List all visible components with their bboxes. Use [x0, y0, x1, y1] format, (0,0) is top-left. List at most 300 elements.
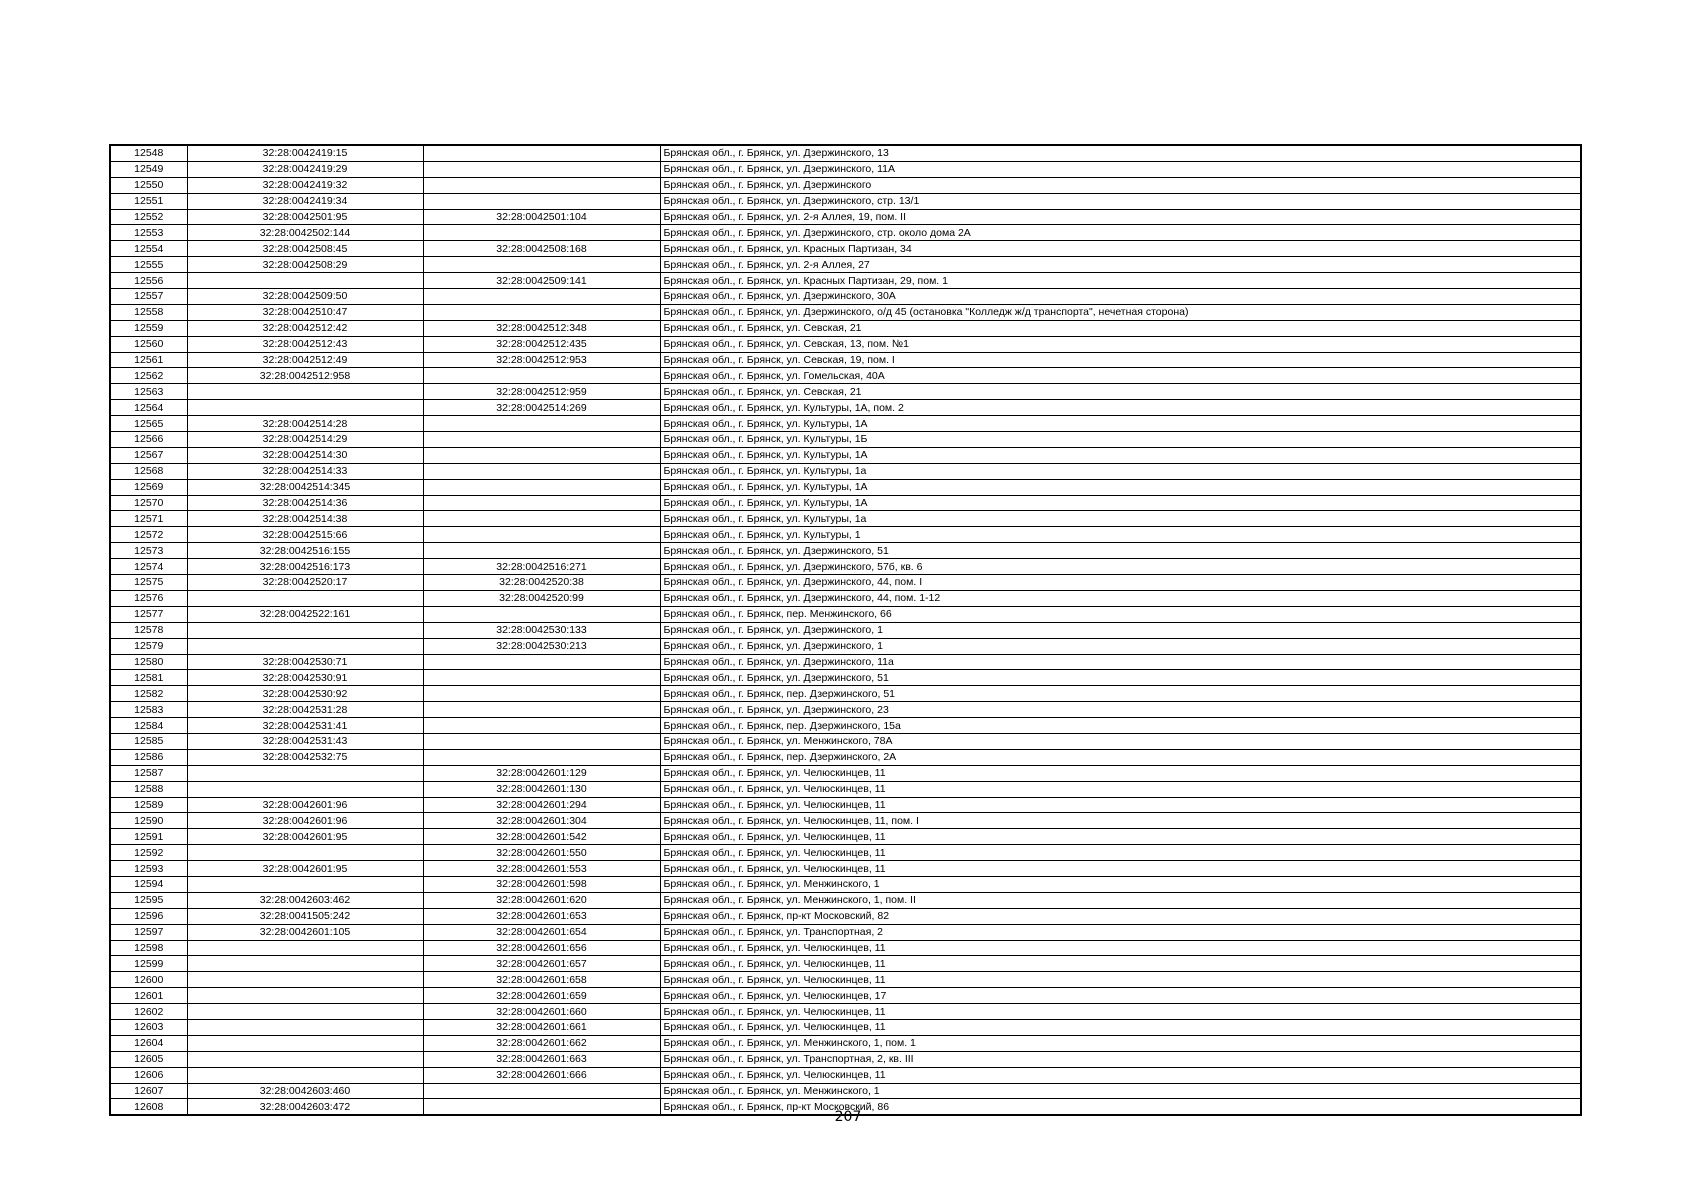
row-number-cell: 12601 — [110, 988, 187, 1004]
cadastral-number-cell — [187, 384, 423, 400]
premises-cadastral-number-cell: 32:28:0042601:657 — [423, 956, 660, 972]
cadastral-number-cell — [187, 1019, 423, 1035]
premises-cadastral-number-cell — [423, 718, 660, 734]
row-number-cell: 12593 — [110, 861, 187, 877]
cadastral-number-cell: 32:28:0042512:42 — [187, 320, 423, 336]
address-cell: Брянская обл., г. Брянск, ул. Челюскинцев, 11 — [660, 861, 1581, 877]
premises-cadastral-number-cell — [423, 495, 660, 511]
table-row — [110, 956, 1581, 972]
address-cell: Брянская обл., г. Брянск, ул. Челюскинцев, 17 — [660, 988, 1581, 1004]
premises-cadastral-number-cell — [423, 193, 660, 209]
table-row — [110, 590, 1581, 606]
premises-cadastral-number-cell: 32:28:0042520:99 — [423, 590, 660, 606]
premises-cadastral-number-cell: 32:28:0042601:129 — [423, 765, 660, 781]
row-number-cell: 12549 — [110, 161, 187, 177]
address-cell: Брянская обл., г. Брянск, ул. Дзержинского, 51 — [660, 670, 1581, 686]
table-row — [110, 988, 1581, 1004]
row-number-cell: 12602 — [110, 1004, 187, 1020]
premises-cadastral-number-cell — [423, 1083, 660, 1099]
premises-cadastral-number-cell — [423, 733, 660, 749]
table-row — [110, 670, 1581, 686]
address-cell: Брянская обл., г. Брянск, ул. Культуры, 1 — [660, 527, 1581, 543]
premises-cadastral-number-cell — [423, 225, 660, 241]
row-number-cell: 12556 — [110, 273, 187, 289]
address-cell: Брянская обл., г. Брянск, ул. Севская, 13, пом. №1 — [660, 336, 1581, 352]
premises-cadastral-number-cell: 32:28:0042601:660 — [423, 1004, 660, 1020]
table-row — [110, 829, 1581, 845]
row-number-cell: 12577 — [110, 606, 187, 622]
page-number: 207 — [834, 1109, 862, 1125]
address-cell: Брянская обл., г. Брянск, ул. Дзержинского, 44, пом. I — [660, 575, 1581, 591]
cadastral-number-cell: 32:28:0042508:45 — [187, 241, 423, 257]
row-number-cell: 12557 — [110, 289, 187, 305]
premises-cadastral-number-cell: 32:28:0042601:598 — [423, 876, 660, 892]
cadastral-number-cell — [187, 781, 423, 797]
cadastral-number-cell: 32:28:0042603:472 — [187, 1099, 423, 1115]
row-number-cell: 12564 — [110, 400, 187, 416]
cadastral-number-cell: 32:28:0042512:43 — [187, 336, 423, 352]
row-number-cell: 12569 — [110, 479, 187, 495]
table-row — [110, 543, 1581, 559]
table-row — [110, 924, 1581, 940]
cadastral-number-cell: 32:28:0042419:15 — [187, 145, 423, 161]
address-cell: Брянская обл., г. Брянск, ул. Челюскинцев, 11 — [660, 797, 1581, 813]
table-row — [110, 1067, 1581, 1083]
premises-cadastral-number-cell: 32:28:0042601:663 — [423, 1051, 660, 1067]
premises-cadastral-number-cell: 32:28:0042601:662 — [423, 1035, 660, 1051]
address-cell: Брянская обл., г. Брянск, ул. 2-я Аллея, 27 — [660, 257, 1581, 273]
cadastral-number-cell: 32:28:0042515:66 — [187, 527, 423, 543]
premises-cadastral-number-cell: 32:28:0042601:304 — [423, 813, 660, 829]
cadastral-number-cell — [187, 1035, 423, 1051]
cadastral-number-cell: 32:28:0042502:144 — [187, 225, 423, 241]
premises-cadastral-number-cell — [423, 432, 660, 448]
address-cell: Брянская обл., г. Брянск, ул. Дзержинского, 51 — [660, 543, 1581, 559]
table-row — [110, 702, 1581, 718]
address-cell: Брянская обл., г. Брянск, ул. Менжинского, 1, пом. II — [660, 892, 1581, 908]
address-cell: Брянская обл., г. Брянск, ул. Севская, 21 — [660, 320, 1581, 336]
row-number-cell: 12603 — [110, 1019, 187, 1035]
address-cell: Брянская обл., г. Брянск, ул. Культуры, 1А — [660, 479, 1581, 495]
premises-cadastral-number-cell — [423, 145, 660, 161]
cadastral-number-cell: 32:28:0042512:49 — [187, 352, 423, 368]
premises-cadastral-number-cell: 32:28:0042601:553 — [423, 861, 660, 877]
table-row — [110, 352, 1581, 368]
address-cell: Брянская обл., г. Брянск, ул. Челюскинцев, 11 — [660, 940, 1581, 956]
row-number-cell: 12591 — [110, 829, 187, 845]
table-row — [110, 892, 1581, 908]
table-row — [110, 416, 1581, 432]
table-row — [110, 320, 1581, 336]
premises-cadastral-number-cell — [423, 368, 660, 384]
row-number-cell: 12566 — [110, 432, 187, 448]
premises-cadastral-number-cell: 32:28:0042601:550 — [423, 845, 660, 861]
cadastral-number-cell: 32:28:0041505:242 — [187, 908, 423, 924]
cadastral-number-cell: 32:28:0042514:33 — [187, 463, 423, 479]
table-row — [110, 336, 1581, 352]
table-row — [110, 495, 1581, 511]
row-number-cell: 12563 — [110, 384, 187, 400]
premises-cadastral-number-cell — [423, 289, 660, 305]
row-number-cell: 12599 — [110, 956, 187, 972]
row-number-cell: 12604 — [110, 1035, 187, 1051]
premises-cadastral-number-cell: 32:28:0042520:38 — [423, 575, 660, 591]
cadastral-number-cell: 32:28:0042516:173 — [187, 559, 423, 575]
cadastral-number-cell — [187, 638, 423, 654]
row-number-cell: 12575 — [110, 575, 187, 591]
cadastral-number-cell: 32:28:0042520:17 — [187, 575, 423, 591]
premises-cadastral-number-cell: 32:28:0042601:666 — [423, 1067, 660, 1083]
premises-cadastral-number-cell: 32:28:0042530:133 — [423, 622, 660, 638]
premises-cadastral-number-cell: 32:28:0042512:348 — [423, 320, 660, 336]
table-row — [110, 1004, 1581, 1020]
cadastral-number-cell: 32:28:0042530:71 — [187, 654, 423, 670]
table-row — [110, 384, 1581, 400]
cadastral-number-cell: 32:28:0042601:96 — [187, 813, 423, 829]
table-row — [110, 686, 1581, 702]
table-row — [110, 861, 1581, 877]
address-cell: Брянская обл., г. Брянск, ул. Культуры, 1А — [660, 416, 1581, 432]
premises-cadastral-number-cell — [423, 686, 660, 702]
table-row — [110, 193, 1581, 209]
address-cell: Брянская обл., г. Брянск, ул. Гомельская, 40А — [660, 368, 1581, 384]
row-number-cell: 12560 — [110, 336, 187, 352]
cadastral-number-cell: 32:28:0042514:28 — [187, 416, 423, 432]
address-cell: Брянская обл., г. Брянск, ул. Культуры, 1а — [660, 511, 1581, 527]
address-cell: Брянская обл., г. Брянск, ул. Менжинского, 78А — [660, 733, 1581, 749]
row-number-cell: 12608 — [110, 1099, 187, 1115]
cadastral-number-cell: 32:28:0042601:96 — [187, 797, 423, 813]
row-number-cell: 12561 — [110, 352, 187, 368]
address-cell: Брянская обл., г. Брянск, ул. Севская, 19, пом. I — [660, 352, 1581, 368]
address-cell: Брянская обл., г. Брянск, ул. Дзержинского, стр. 13/1 — [660, 193, 1581, 209]
row-number-cell: 12580 — [110, 654, 187, 670]
cadastral-number-cell: 32:28:0042514:36 — [187, 495, 423, 511]
address-cell: Брянская обл., г. Брянск, ул. Культуры, 1А — [660, 447, 1581, 463]
premises-cadastral-number-cell: 32:28:0042509:141 — [423, 273, 660, 289]
cadastral-number-cell: 32:28:0042509:50 — [187, 289, 423, 305]
address-cell: Брянская обл., г. Брянск, ул. Дзержинского, 11А — [660, 161, 1581, 177]
address-cell: Брянская обл., г. Брянск, ул. Севская, 21 — [660, 384, 1581, 400]
table-row — [110, 145, 1581, 161]
table-row — [110, 511, 1581, 527]
premises-cadastral-number-cell — [423, 654, 660, 670]
row-number-cell: 12581 — [110, 670, 187, 686]
premises-cadastral-number-cell: 32:28:0042601:659 — [423, 988, 660, 1004]
cadastral-number-cell: 32:28:0042419:34 — [187, 193, 423, 209]
row-number-cell: 12565 — [110, 416, 187, 432]
table-row — [110, 622, 1581, 638]
row-number-cell: 12583 — [110, 702, 187, 718]
cadastral-number-cell — [187, 400, 423, 416]
cadastral-number-cell — [187, 1004, 423, 1020]
table-row — [110, 797, 1581, 813]
cadastral-number-cell: 32:28:0042514:30 — [187, 447, 423, 463]
table-row — [110, 289, 1581, 305]
table-row — [110, 241, 1581, 257]
cadastral-number-cell — [187, 845, 423, 861]
table-row — [110, 527, 1581, 543]
table-row — [110, 463, 1581, 479]
premises-cadastral-number-cell: 32:28:0042601:656 — [423, 940, 660, 956]
table-row — [110, 733, 1581, 749]
address-cell: Брянская обл., г. Брянск, ул. Челюскинцев, 11 — [660, 765, 1581, 781]
premises-cadastral-number-cell — [423, 749, 660, 765]
row-number-cell: 12588 — [110, 781, 187, 797]
address-cell: Брянская обл., г. Брянск, пер. Дзержинского, 51 — [660, 686, 1581, 702]
row-number-cell: 12598 — [110, 940, 187, 956]
row-number-cell: 12568 — [110, 463, 187, 479]
address-cell: Брянская обл., г. Брянск, ул. Дзержинского, 1 — [660, 638, 1581, 654]
address-cell: Брянская обл., г. Брянск, ул. Менжинского, 1, пом. 1 — [660, 1035, 1581, 1051]
row-number-cell: 12573 — [110, 543, 187, 559]
address-cell: Брянская обл., г. Брянск, ул. 2-я Аллея, 19, пом. II — [660, 209, 1581, 225]
address-cell: Брянская обл., г. Брянск, ул. Дзержинского, 11а — [660, 654, 1581, 670]
address-cell: Брянская обл., г. Брянск, пр-кт Московский, 86 — [660, 1099, 1581, 1115]
row-number-cell: 12570 — [110, 495, 187, 511]
premises-cadastral-number-cell — [423, 527, 660, 543]
registry-table-body — [110, 145, 1581, 1115]
premises-cadastral-number-cell: 32:28:0042601:542 — [423, 829, 660, 845]
address-cell: Брянская обл., г. Брянск, ул. Дзержинского, 57б, кв. 6 — [660, 559, 1581, 575]
premises-cadastral-number-cell — [423, 543, 660, 559]
address-cell: Брянская обл., г. Брянск, ул. Челюскинцев, 11 — [660, 1004, 1581, 1020]
cadastral-number-cell: 32:28:0042530:92 — [187, 686, 423, 702]
cadastral-number-cell: 32:28:0042514:38 — [187, 511, 423, 527]
premises-cadastral-number-cell — [423, 479, 660, 495]
address-cell: Брянская обл., г. Брянск, ул. Менжинского, 1 — [660, 1083, 1581, 1099]
cadastral-number-cell — [187, 956, 423, 972]
row-number-cell: 12554 — [110, 241, 187, 257]
cadastral-number-cell: 32:28:0042516:155 — [187, 543, 423, 559]
row-number-cell: 12605 — [110, 1051, 187, 1067]
row-number-cell: 12589 — [110, 797, 187, 813]
premises-cadastral-number-cell: 32:28:0042601:654 — [423, 924, 660, 940]
row-number-cell: 12596 — [110, 908, 187, 924]
address-cell: Брянская обл., г. Брянск, ул. Челюскинцев, 11 — [660, 1019, 1581, 1035]
cadastral-number-cell: 32:28:0042603:462 — [187, 892, 423, 908]
cadastral-number-cell: 32:28:0042508:29 — [187, 257, 423, 273]
cadastral-number-cell: 32:28:0042531:41 — [187, 718, 423, 734]
cadastral-number-cell: 32:28:0042601:105 — [187, 924, 423, 940]
table-row — [110, 940, 1581, 956]
row-number-cell: 12600 — [110, 972, 187, 988]
premises-cadastral-number-cell: 32:28:0042601:658 — [423, 972, 660, 988]
premises-cadastral-number-cell: 32:28:0042508:168 — [423, 241, 660, 257]
premises-cadastral-number-cell: 32:28:0042512:959 — [423, 384, 660, 400]
premises-cadastral-number-cell — [423, 304, 660, 320]
cadastral-number-cell — [187, 273, 423, 289]
row-number-cell: 12582 — [110, 686, 187, 702]
table-row — [110, 273, 1581, 289]
premises-cadastral-number-cell: 32:28:0042512:953 — [423, 352, 660, 368]
table-row — [110, 908, 1581, 924]
table-row — [110, 765, 1581, 781]
cadastral-number-cell: 32:28:0042510:47 — [187, 304, 423, 320]
row-number-cell: 12574 — [110, 559, 187, 575]
cadastral-number-cell: 32:28:0042601:95 — [187, 829, 423, 845]
premises-cadastral-number-cell: 32:28:0042601:620 — [423, 892, 660, 908]
table-row — [110, 400, 1581, 416]
row-number-cell: 12592 — [110, 845, 187, 861]
premises-cadastral-number-cell: 32:28:0042601:653 — [423, 908, 660, 924]
cadastral-number-cell: 32:28:0042419:29 — [187, 161, 423, 177]
address-cell: Брянская обл., г. Брянск, ул. Дзержинского, стр. около дома 2А — [660, 225, 1581, 241]
table-row — [110, 1019, 1581, 1035]
premises-cadastral-number-cell — [423, 702, 660, 718]
address-cell: Брянская обл., г. Брянск, ул. Челюскинцев, 11 — [660, 1067, 1581, 1083]
premises-cadastral-number-cell: 32:28:0042516:271 — [423, 559, 660, 575]
premises-cadastral-number-cell: 32:28:0042514:269 — [423, 400, 660, 416]
address-cell: Брянская обл., г. Брянск, ул. Красных Партизан, 29, пом. 1 — [660, 273, 1581, 289]
table-row — [110, 1051, 1581, 1067]
row-number-cell: 12553 — [110, 225, 187, 241]
cadastral-number-cell — [187, 988, 423, 1004]
row-number-cell: 12597 — [110, 924, 187, 940]
address-cell: Брянская обл., г. Брянск, ул. Красных Партизан, 34 — [660, 241, 1581, 257]
cadastral-number-cell: 32:28:0042514:345 — [187, 479, 423, 495]
address-cell: Брянская обл., г. Брянск, ул. Челюскинцев, 11 — [660, 972, 1581, 988]
cadastral-number-cell — [187, 1051, 423, 1067]
address-cell: Брянская обл., г. Брянск, ул. Культуры, 1Б — [660, 432, 1581, 448]
premises-cadastral-number-cell — [423, 257, 660, 273]
table-row — [110, 1035, 1581, 1051]
premises-cadastral-number-cell: 32:28:0042530:213 — [423, 638, 660, 654]
address-cell: Брянская обл., г. Брянск, ул. Дзержинского, 13 — [660, 145, 1581, 161]
address-cell: Брянская обл., г. Брянск, ул. Культуры, 1а — [660, 463, 1581, 479]
row-number-cell: 12578 — [110, 622, 187, 638]
table-row — [110, 749, 1581, 765]
address-cell: Брянская обл., г. Брянск, ул. Челюскинцев, 11 — [660, 781, 1581, 797]
table-row — [110, 177, 1581, 193]
address-cell: Брянская обл., г. Брянск, пер. Дзержинского, 15а — [660, 718, 1581, 734]
table-row — [110, 225, 1581, 241]
table-row — [110, 209, 1581, 225]
table-row — [110, 447, 1581, 463]
address-cell: Брянская обл., г. Брянск, ул. Дзержинского — [660, 177, 1581, 193]
row-number-cell: 12606 — [110, 1067, 187, 1083]
cadastral-number-cell: 32:28:0042531:28 — [187, 702, 423, 718]
table-row — [110, 813, 1581, 829]
cadastral-number-cell — [187, 590, 423, 606]
table-row — [110, 876, 1581, 892]
address-cell: Брянская обл., г. Брянск, ул. Челюскинцев, 11, пом. I — [660, 813, 1581, 829]
registry-table — [109, 144, 1582, 1116]
cadastral-number-cell: 32:28:0042514:29 — [187, 432, 423, 448]
address-cell: Брянская обл., г. Брянск, ул. Культуры, 1А — [660, 495, 1581, 511]
premises-cadastral-number-cell — [423, 463, 660, 479]
address-cell: Брянская обл., г. Брянск, пер. Менжинского, 66 — [660, 606, 1581, 622]
table-row — [110, 654, 1581, 670]
table-row — [110, 575, 1581, 591]
cadastral-number-cell: 32:28:0042530:91 — [187, 670, 423, 686]
address-cell: Брянская обл., г. Брянск, ул. Челюскинцев, 11 — [660, 845, 1581, 861]
cadastral-number-cell: 32:28:0042532:75 — [187, 749, 423, 765]
cadastral-number-cell — [187, 622, 423, 638]
address-cell: Брянская обл., г. Брянск, ул. Транспортная, 2 — [660, 924, 1581, 940]
table-row — [110, 781, 1581, 797]
address-cell: Брянская обл., г. Брянск, пр-кт Московский, 82 — [660, 908, 1581, 924]
cadastral-number-cell — [187, 972, 423, 988]
address-cell: Брянская обл., г. Брянск, ул. Дзержинского, 30А — [660, 289, 1581, 305]
row-number-cell: 12562 — [110, 368, 187, 384]
address-cell: Брянская обл., г. Брянск, ул. Дзержинского, о/д 45 (остановка "Колледж ж/д транспорта", нечетная сторона) — [660, 304, 1581, 320]
row-number-cell: 12558 — [110, 304, 187, 320]
address-cell: Брянская обл., г. Брянск, ул. Дзержинского, 44, пом. 1-12 — [660, 590, 1581, 606]
row-number-cell: 12552 — [110, 209, 187, 225]
table-row — [110, 432, 1581, 448]
table-row — [110, 368, 1581, 384]
row-number-cell: 12555 — [110, 257, 187, 273]
row-number-cell: 12559 — [110, 320, 187, 336]
cadastral-number-cell: 32:28:0042419:32 — [187, 177, 423, 193]
table-row — [110, 1083, 1581, 1099]
table-row — [110, 479, 1581, 495]
row-number-cell: 12550 — [110, 177, 187, 193]
address-cell: Брянская обл., г. Брянск, пер. Дзержинского, 2А — [660, 749, 1581, 765]
premises-cadastral-number-cell — [423, 670, 660, 686]
cadastral-number-cell: 32:28:0042603:460 — [187, 1083, 423, 1099]
row-number-cell: 12590 — [110, 813, 187, 829]
row-number-cell: 12567 — [110, 447, 187, 463]
address-cell: Брянская обл., г. Брянск, ул. Челюскинцев, 11 — [660, 956, 1581, 972]
table-row — [110, 972, 1581, 988]
premises-cadastral-number-cell: 32:28:0042601:130 — [423, 781, 660, 797]
premises-cadastral-number-cell — [423, 416, 660, 432]
cadastral-number-cell: 32:28:0042601:95 — [187, 861, 423, 877]
table-row — [110, 161, 1581, 177]
address-cell: Брянская обл., г. Брянск, ул. Дзержинского, 23 — [660, 702, 1581, 718]
cadastral-number-cell — [187, 765, 423, 781]
row-number-cell: 12551 — [110, 193, 187, 209]
premises-cadastral-number-cell: 32:28:0042512:435 — [423, 336, 660, 352]
premises-cadastral-number-cell — [423, 177, 660, 193]
cadastral-number-cell: 32:28:0042522:161 — [187, 606, 423, 622]
cadastral-number-cell — [187, 876, 423, 892]
premises-cadastral-number-cell — [423, 161, 660, 177]
cadastral-number-cell: 32:28:0042501:95 — [187, 209, 423, 225]
address-cell: Брянская обл., г. Брянск, ул. Дзержинского, 1 — [660, 622, 1581, 638]
table-row — [110, 606, 1581, 622]
address-cell: Брянская обл., г. Брянск, ул. Транспортная, 2, кв. III — [660, 1051, 1581, 1067]
row-number-cell: 12595 — [110, 892, 187, 908]
table-row — [110, 638, 1581, 654]
cadastral-number-cell — [187, 940, 423, 956]
cadastral-number-cell: 32:28:0042531:43 — [187, 733, 423, 749]
table-row — [110, 559, 1581, 575]
table-row — [110, 304, 1581, 320]
premises-cadastral-number-cell — [423, 511, 660, 527]
row-number-cell: 12584 — [110, 718, 187, 734]
table-row — [110, 718, 1581, 734]
row-number-cell: 12576 — [110, 590, 187, 606]
address-cell: Брянская обл., г. Брянск, ул. Менжинского, 1 — [660, 876, 1581, 892]
row-number-cell: 12586 — [110, 749, 187, 765]
row-number-cell: 12594 — [110, 876, 187, 892]
premises-cadastral-number-cell: 32:28:0042601:294 — [423, 797, 660, 813]
row-number-cell: 12572 — [110, 527, 187, 543]
cadastral-number-cell — [187, 1067, 423, 1083]
premises-cadastral-number-cell — [423, 447, 660, 463]
row-number-cell: 12607 — [110, 1083, 187, 1099]
address-cell: Брянская обл., г. Брянск, ул. Культуры, 1А, пом. 2 — [660, 400, 1581, 416]
cadastral-number-cell: 32:28:0042512:958 — [187, 368, 423, 384]
row-number-cell: 12548 — [134, 147, 164, 160]
row-number-cell: 12571 — [110, 511, 187, 527]
premises-cadastral-number-cell — [423, 606, 660, 622]
table-row — [110, 845, 1581, 861]
row-number-cell: 12579 — [110, 638, 187, 654]
